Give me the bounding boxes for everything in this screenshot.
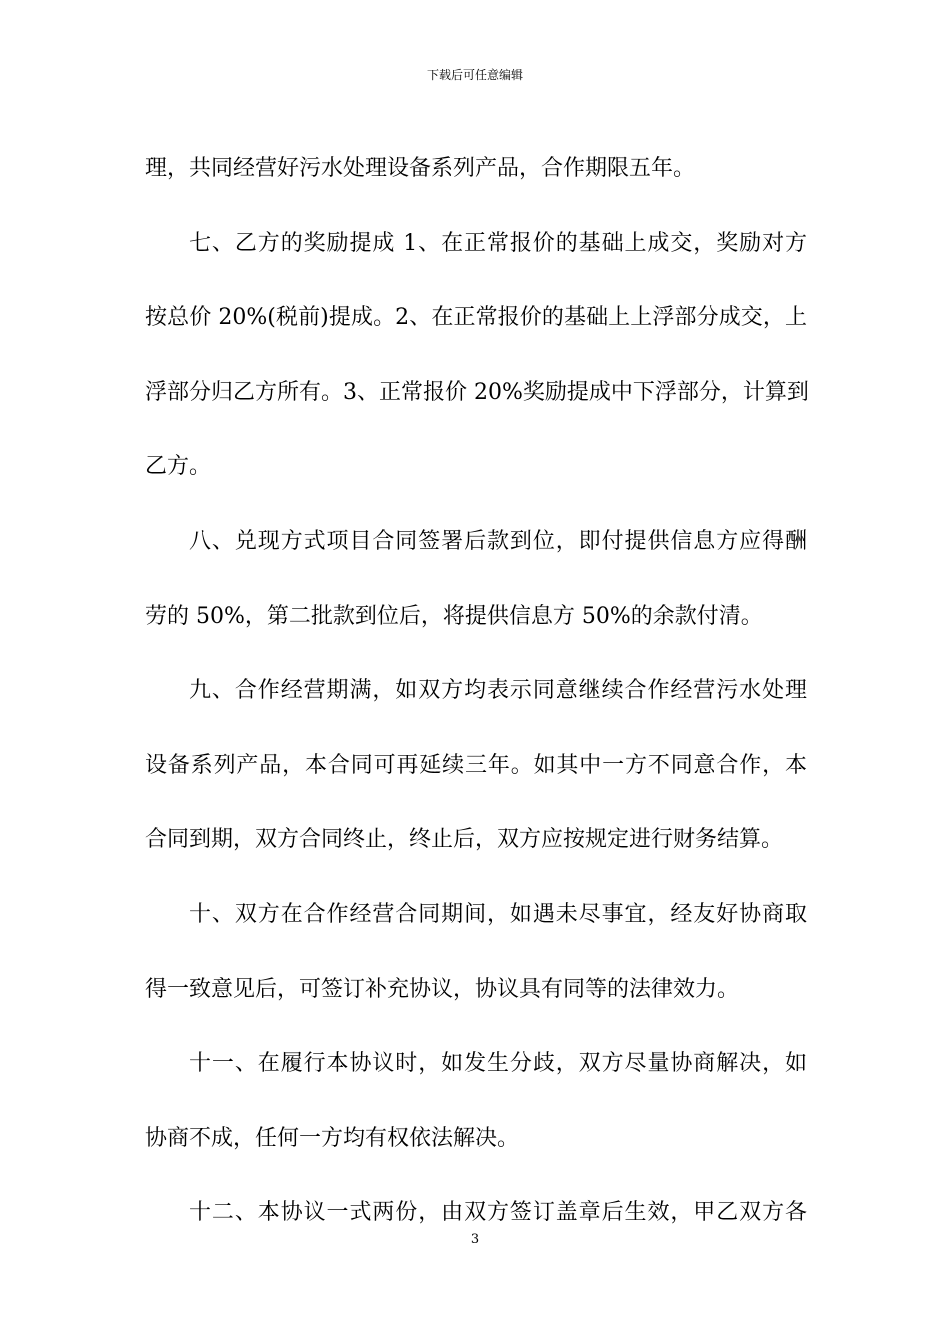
text-line: 劳的 50%，第二批款到位后，将提供信息方 50%的余款付清。 — [145, 603, 763, 629]
text-line: 浮部分归乙方所有。3、正常报价 20%奖励提成中下浮部分，计算到 — [145, 379, 809, 405]
document-body — [145, 132, 807, 1251]
text-line: 得一致意见后，可签订补充协议，协议具有同等的法律效力。 — [145, 976, 740, 1002]
text-line: 乙方。 — [145, 454, 212, 480]
text-line: 九、合作经营期满，如双方均表示同意继续合作经营污水处理 — [189, 678, 807, 704]
page-number: 3 — [470, 1232, 480, 1247]
text-line: 按总价 20%(税前)提成。2、在正常报价的基础上上浮部分成交，上 — [145, 305, 807, 331]
text-line: 设备系列产品，本合同可再延续三年。如其中一方不同意合作，本 — [145, 752, 807, 778]
text-line: 十一、在履行本协议时，如发生分歧，双方尽量协商解决，如 — [189, 1051, 807, 1077]
text-line: 八、兑现方式项目合同签署后款到位，即付提供信息方应得酬 — [189, 528, 807, 554]
page-header: 下载后可任意编辑 — [426, 68, 523, 82]
text-line: 十二、本协议一式两份，由双方签订盖章后生效，甲乙双方各 — [189, 1200, 807, 1226]
text-line: 理，共同经营好污水处理设备系列产品，合作期限五年。 — [145, 156, 696, 181]
text-line: 七、乙方的奖励提成 1、在正常报价的基础上成交，奖励对方 — [189, 230, 807, 256]
text-line: 十、双方在合作经营合同期间，如遇未尽事宜，经友好协商取 — [189, 901, 807, 927]
text-line: 合同到期，双方合同终止，终止后，双方应按规定进行财务结算。 — [145, 827, 784, 853]
text-line: 协商不成，任何一方均有权依法解决。 — [145, 1125, 520, 1151]
